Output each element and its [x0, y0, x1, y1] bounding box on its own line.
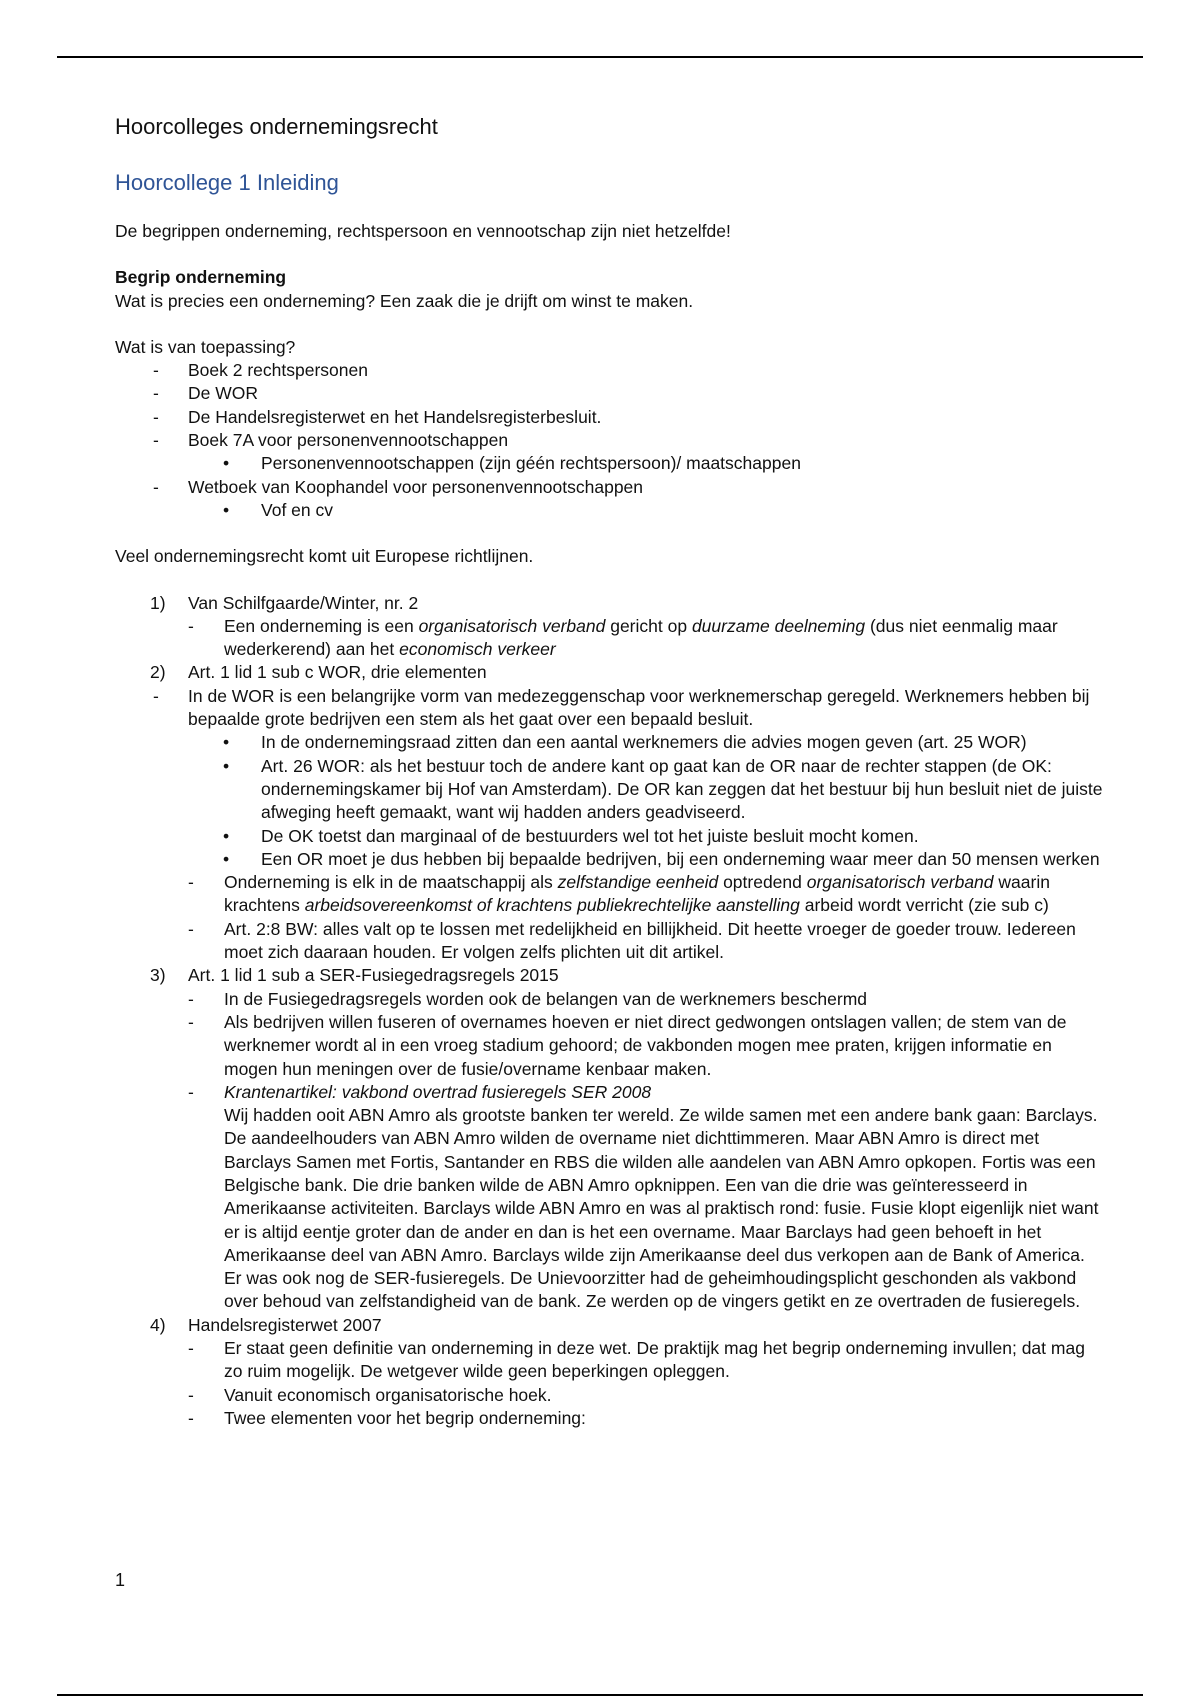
list-item: • Personenvennootschappen (zijn géén rechtspersoon)/ maatschappen — [223, 453, 801, 474]
section-heading: Begrip onderneming — [115, 267, 287, 288]
article-paragraph: Er was ook nog de SER-fusieregels. De Unievoorzitter had de geheimhoudingsplicht geschonden als vakbond over behoud van zelfstandigheid van de bank. Ze werden op de vingers getikt en ze overtraden de fusieregels. — [224, 1268, 1081, 1312]
list-item: - Vanuit economisch organisatorische hoek. — [188, 1384, 552, 1405]
list-item: • Vof en cv — [223, 499, 333, 520]
numbered-item-4: 4) Handelsregisterwet 2007 — [150, 1314, 382, 1335]
list-item: • Een OR moet je dus hebben bij bepaalde bedrijven, bij een onderneming waar meer dan 50 mensen werken — [223, 848, 1100, 869]
numbered-item-3: 3) Art. 1 lid 1 sub a SER-Fusiegedragsregels 2015 — [150, 965, 559, 986]
document-page — [115, 112, 1105, 1430]
list-item: - Boek 7A voor personenvennootschappen — [153, 430, 509, 451]
question-paragraph: Wat is precies een onderneming? Een zaak die je drijft om winst te maken. — [115, 290, 694, 311]
list-item: - In de Fusiegedragsregels worden ook de belangen van de werknemers beschermd — [188, 988, 868, 1009]
article-paragraph: Wij hadden ooit ABN Amro als grootste banken ter wereld. Ze wilde samen met een andere bank gaan: Barclays. De aandeelhouders van ABN Amro wilden de overname niet dichttimmeren. Maar ABN Amro is direct met Barclays Samen met Fortis, Santander en RBS die wilden alle aandelen van ABN Amro opkopen. Fortis was een Belgische bank. Die drie banken wilde de ABN Amro opknippen. Een van die drie was geïnteresseerd in Amerikaanse activiteiten. Barclays wilde ABN Amro en was al praktisch rond: fusie. Fusie klopt eigenlijk niet want er is altijd eentje groter dan de ander en dan is het een overname. Maar Barclays had geen behoeft in het Amerikaanse deel van ABN Amro. Barclays wilde zijn Amerikaanse deel dus verkopen aan de Bank of America. — [224, 1105, 1099, 1265]
header-rule — [57, 56, 1143, 58]
list-item: - De Handelsregisterwet en het Handelsregisterbesluit. — [153, 406, 602, 427]
numbered-item-2: 2) Art. 1 lid 1 sub c WOR, drie elementen — [150, 662, 487, 683]
heading-1: Hoorcollege 1 Inleiding — [115, 170, 339, 195]
list-item: - In de WOR is een belangrijke vorm van medezeggenschap voor werknemerschap geregeld. Werknemers hebben bij bepaalde grote bedrijven een stem als het gaat over een bepaald besluit. — [153, 685, 1090, 730]
document-title: Hoorcolleges ondernemingsrecht — [115, 114, 438, 139]
intro-paragraph: De begrippen onderneming, rechtspersoon en vennootschap zijn niet hetzelfde! — [115, 221, 731, 241]
footer-rule — [57, 1694, 1143, 1696]
list-item: - Art. 2:8 BW: alles valt op te lossen met redelijkheid en billijkheid. Dit heette vroeger de goeder trouw. Iedereen moet zich daaraan houden. Er volgen zelfs plichten uit dit artikel. — [188, 918, 1076, 963]
eu-paragraph: Veel ondernemingsrecht komt uit Europese richtlijnen. — [115, 546, 534, 567]
list-item: - Als bedrijven willen fuseren of overnames hoeven er niet direct gedwongen ontslagen vallen; de stem van de werknemer wordt al in een vroeg stadium gehoord; de vakbonden mogen mee praten, krijgen informatie en mogen hun meningen over de fusie/overname kenbaar maken. — [188, 1011, 1067, 1079]
list-item: - Wetboek van Koophandel voor personenvennootschappen — [153, 476, 644, 497]
list-item: • In de ondernemingsraad zitten dan een aantal werknemers die advies mogen geven (art. 25 WOR) — [223, 732, 1027, 753]
list-item: - Krantenartikel: vakbond overtrad fusieregels SER 2008 — [188, 1081, 652, 1102]
list-item: • De OK toetst dan marginaal of de bestuurders wel tot het juiste besluit mocht komen. — [223, 825, 919, 846]
numbered-item-1: 1) Van Schilfgaarde/Winter, nr. 2 — [150, 592, 419, 613]
list-item: - Er staat geen definitie van onderneming in deze wet. De praktijk mag het begrip onderneming invullen; dat mag zo ruim mogelijk. De wetgever wilde geen beperkingen opleggen. — [188, 1338, 1085, 1382]
list-item: - Twee elementen voor het begrip onderneming: — [188, 1407, 586, 1428]
list-item: - Onderneming is elk in de maatschappij als zelfstandige eenheid optredend organisatorisch verband waarin krachtens arbeidsovereenkomst of krachtens publiekrechtelijke aanstelling arbeid wordt verricht (zie sub c) — [188, 872, 1050, 916]
list-item: - De WOR — [153, 383, 258, 404]
list-item: • Art. 26 WOR: als het bestuur toch de andere kant op gaat kan de OR naar de rechter stappen (de OK: ondernemingskamer bij Hof van Amsterdam). De OR kan zeggen dat het bestuur bij hun besluit niet de juiste afweging heeft gemaakt, want wij hadden anders geadviseerd. — [223, 755, 1103, 823]
applicable-heading: Wat is van toepassing? — [115, 336, 296, 357]
list-item: - Een onderneming is een organisatorisch verband gericht op duurzame deelneming (dus niet eenmalig maar wederkerend) aan het economisch verkeer — [188, 615, 1058, 660]
list-item: - Boek 2 rechtspersonen — [153, 360, 368, 381]
page-number: 1 — [115, 1570, 126, 1590]
